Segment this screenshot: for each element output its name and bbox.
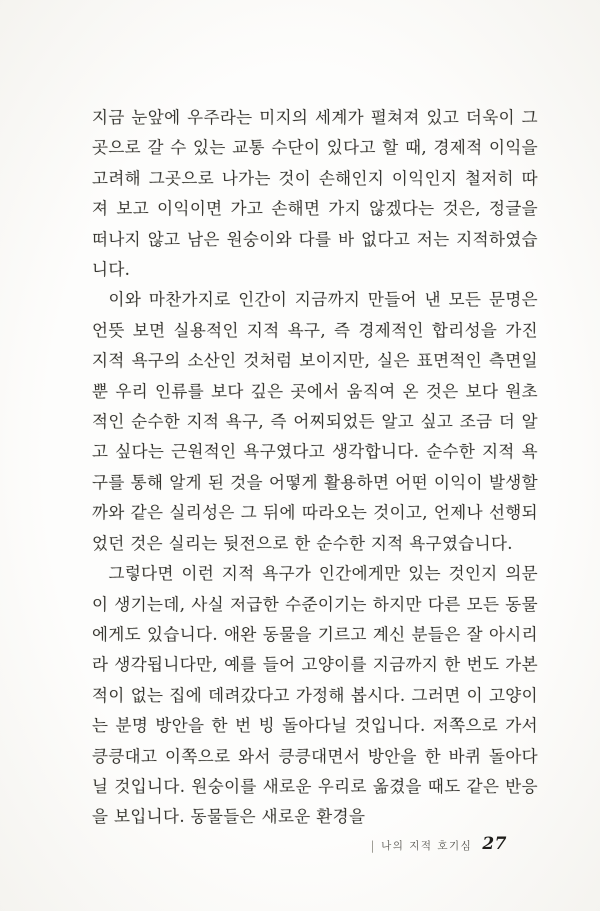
page-footer bbox=[371, 834, 507, 854]
chapter-title: 나의 지적 호기심 bbox=[381, 840, 473, 852]
paragraph-2: 이와 마찬가지로 인간이 지금까지 만들어 낸 모든 문명은 언뜻 보면 실용적인 지적 욕구, 즉 경제적인 합리성을 가진 지적 욕구의 소산인 것처럼 보이지만, 실은 표면적인 측면일 뿐 우리 인류를 보다 깊은 곳에서 움직여 온 것은 보다 원초적인 순수한 지적 욕구, 즉 어찌되었든 알고 싶고 조금 더 알고 싶다는 근원적인 욕구였다고 생각합니다. 순수한 지적 욕구를 통해 알게 된 것을 어떻게 활용하면 어떤 이익이 발생할까와 같은 실리성은 그 뒤에 따라오는 것이고, 언제나 선행되었던 것은 실리는 뒷전으로 한 순수한 지적 욕구였습니다. bbox=[92, 290, 538, 553]
page-body-text bbox=[92, 103, 538, 833]
footer-separator-bar: | bbox=[370, 839, 375, 854]
paragraph-3: 그렇다면 이런 지적 욕구가 인간에게만 있는 것인지 의문이 생기는데, 사실 저급한 수준이기는 하지만 다른 모든 동물에게도 있습니다. 애완 동물을 기르고 계신 분들은 잘 아시리라 생각됩니다만, 예를 들어 고양이를 지금까지 한 번도 가본 적이 없는 집에 데려갔다고 가정해 봅시다. 그러면 이 고양이는 분명 방안을 한 번 빙 돌아다닐 것입니다. 저쪽으로 가서 킁킁대고 이쪽으로 와서 킁킁대면서 방안을 한 바퀴 돌아다닐 것입니다. 원숭이를 새로운 우리로 옮겼을 때도 같은 반응을 보입니다. 동물들은 새로운 환경을 bbox=[92, 564, 538, 827]
paragraph-1: 지금 눈앞에 우주라는 미지의 세계가 펼쳐져 있고 더욱이 그곳으로 갈 수 있는 교통 수단이 있다고 할 때, 경제적 이익을 고려해 그곳으로 나가는 것이 손해인지 이익인지 철저히 따져 보고 이익이면 가고 손해면 가지 않겠다는 것은, 정글을 떠나지 않고 남은 원숭이와 다를 바 없다고 저는 지적하였습니다. bbox=[92, 108, 538, 280]
page-number: 27 bbox=[482, 834, 507, 854]
